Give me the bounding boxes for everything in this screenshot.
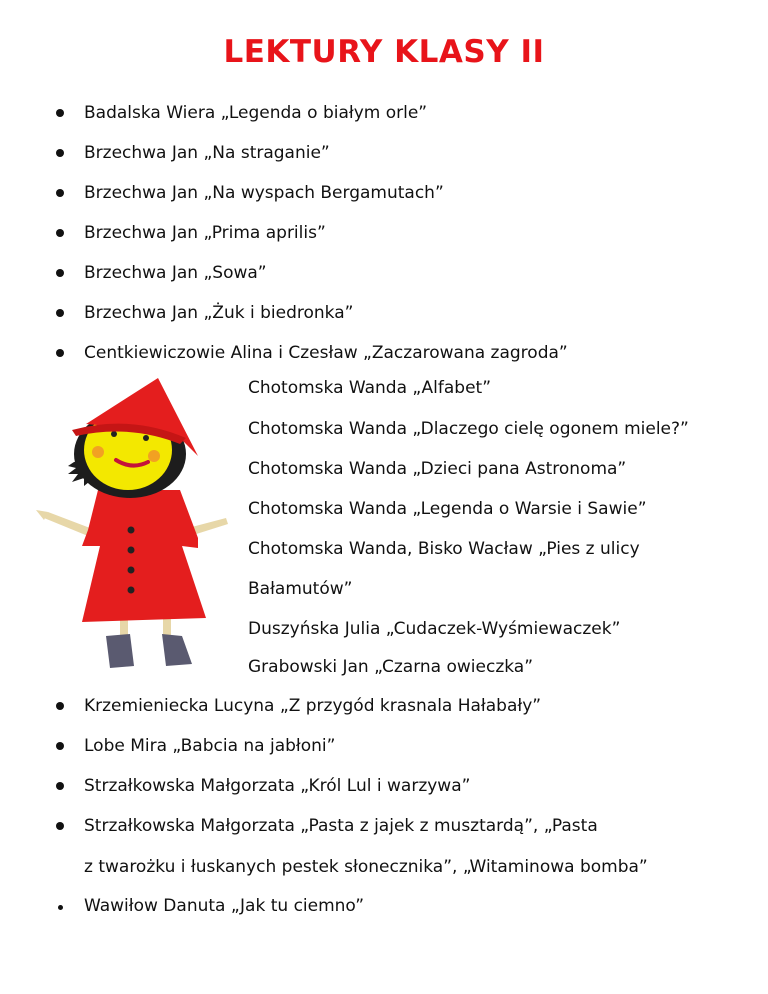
list-item-continuation: Bałamutów” — [248, 579, 353, 599]
bullet-point — [58, 905, 63, 910]
list-item: Brzechwa Jan „Na straganie” — [84, 143, 330, 163]
list-item: Chotomska Wanda, Bisko Wacław „Pies z ulicy — [248, 539, 640, 559]
list-item: Lobe Mira „Babcia na jabłoni” — [84, 736, 336, 756]
bullet-point — [56, 702, 64, 710]
bullet-point — [56, 742, 64, 750]
bullet-point — [56, 269, 64, 277]
list-item: Chotomska Wanda „Legenda o Warsie i Sawie” — [248, 499, 647, 519]
list-item: Chotomska Wanda „Dlaczego cielę ogonem miele?” — [248, 419, 689, 439]
list-item-continuation: z twarożku i łuskanych pestek słonecznika”, „Witaminowa bomba” — [84, 857, 648, 877]
bullet-point — [56, 109, 64, 117]
bullet-point — [56, 822, 64, 830]
bullet-point — [56, 189, 64, 197]
bullet-point — [56, 782, 64, 790]
bullet-point — [56, 309, 64, 317]
list-item: Centkiewiczowie Alina i Czesław „Zaczarowana zagroda” — [84, 343, 568, 363]
list-item: Badalska Wiera „Legenda o białym orle” — [84, 103, 428, 123]
bullet-point — [56, 149, 64, 157]
girl-in-red-hat-illustration-icon — [30, 378, 250, 678]
page-title: LEKTURY KLASY II — [223, 34, 545, 70]
list-item: Strzałkowska Małgorzata „Pasta z jajek z musztardą”, „Pasta — [84, 816, 598, 836]
list-item: Strzałkowska Małgorzata „Król Lul i warzywa” — [84, 776, 471, 796]
list-item: Chotomska Wanda „Alfabet” — [248, 378, 492, 398]
list-item: Chotomska Wanda „Dzieci pana Astronoma” — [248, 459, 627, 479]
list-item: Brzechwa Jan „Żuk i biedronka” — [84, 303, 354, 323]
list-item: Krzemieniecka Lucyna „Z przygód krasnala Hałabały” — [84, 696, 542, 716]
bullet-point — [56, 349, 64, 357]
list-item: Brzechwa Jan „Na wyspach Bergamutach” — [84, 183, 444, 203]
list-item: Duszyńska Julia „Cudaczek-Wyśmiewaczek” — [248, 619, 621, 639]
list-item: Wawiłow Danuta „Jak tu ciemno” — [84, 896, 365, 916]
list-item: Brzechwa Jan „Sowa” — [84, 263, 267, 283]
list-item: Brzechwa Jan „Prima aprilis” — [84, 223, 326, 243]
bullet-point — [56, 229, 64, 237]
list-item: Grabowski Jan „Czarna owieczka” — [248, 657, 534, 677]
